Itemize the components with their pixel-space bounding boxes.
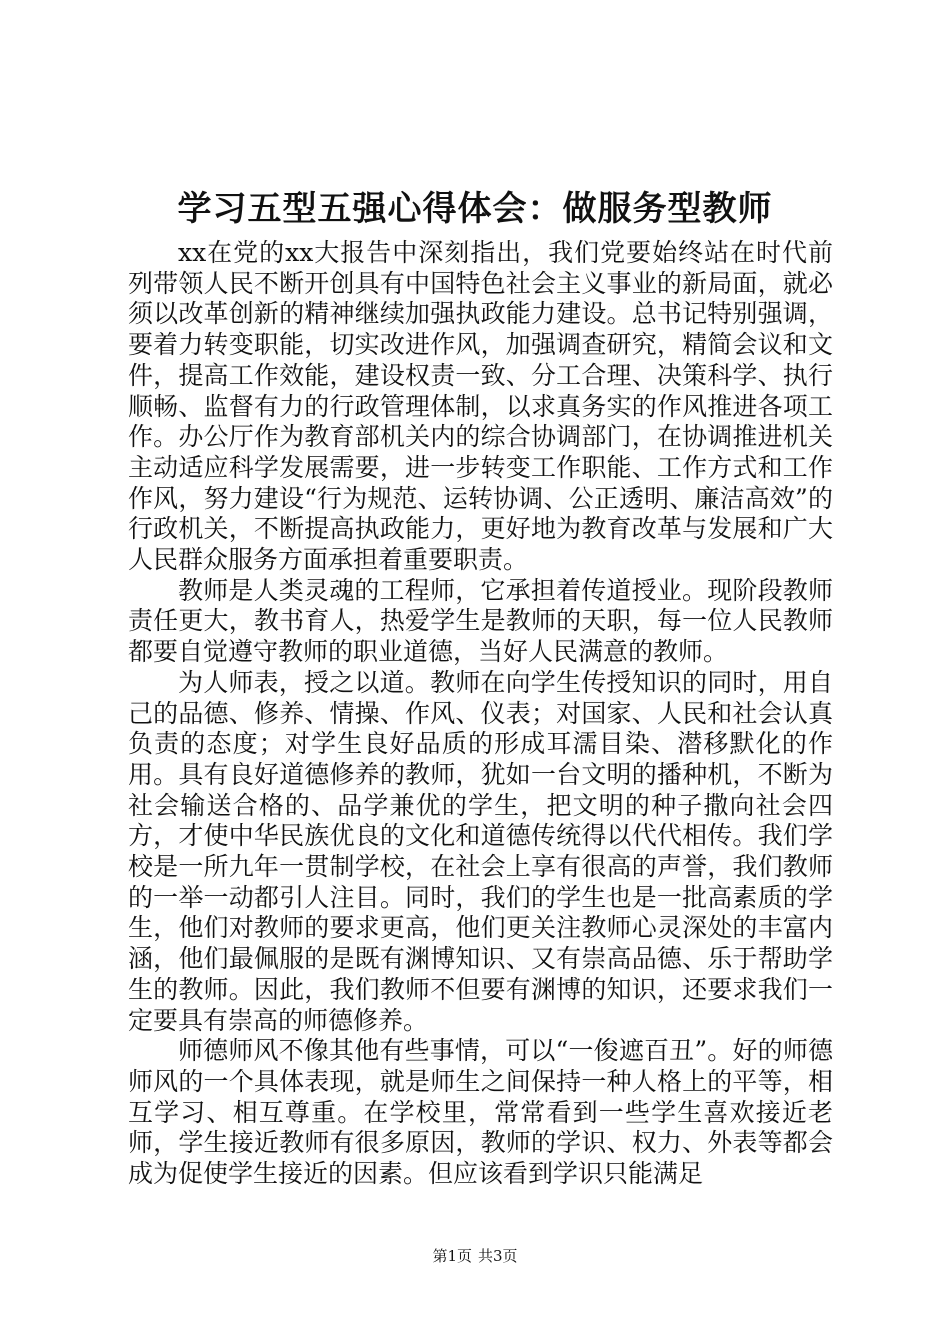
paragraph-4: 师德师风不像其他有些事情，可以“一俊遮百丑”。好的师德师风的一个具体表现，就是师生之间保持一种人格上的平等，相互学习、相互尊重。在学校里，常常看到一些学生喜欢接近老师，学生接近教师有很多原因，教师的学识、权力、外表等都会成为促使学生接近的因素。但应该看到学识只能满足 [128, 1036, 833, 1189]
paragraph-3: 为人师表，授之以道。教师在向学生传授知识的同时，用自己的品德、修养、情操、作风、仪表；对国家、人民和社会认真负责的态度；对学生良好品质的形成耳濡目染、潜移默化的作用。具有良好道德修养的教师，犹如一台文明的播种机，不断为社会输送合格的、品学兼优的学生，把文明的种子撒向社会四方，才使中华民族优良的文化和道德传统得以代代相传。我们学校是一所九年一贯制学校，在社会上享有很高的声誉，我们教师的一举一动都引人注目。同时，我们的学生也是一批高素质的学生，他们对教师的要求更高，他们更关注教师心灵深处的丰富内涵，他们最佩服的是既有渊博知识、又有崇高品德、乐于帮助学生的教师。因此，我们教师不但要有渊博的知识，还要求我们一定要具有崇高的师德修养。 [128, 667, 833, 1035]
paragraph-2: 教师是人类灵魂的工程师，它承担着传道授业。现阶段教师责任更大，教书育人，热爱学生是教师的天职，每一位人民教师都要自觉遵守教师的职业道德，当好人民满意的教师。 [128, 575, 833, 667]
page-number-total: 共3页 [478, 1247, 518, 1265]
document-body [128, 238, 833, 1190]
page-footer [0, 1246, 950, 1266]
page-number-current: 第1页 [432, 1247, 472, 1265]
paragraph-1: xx在党的xx大报告中深刻指出，我们党要始终站在时代前列带领人民不断开创具有中国特色社会主义事业的新局面，就必须以改革创新的精神继续加强执政能力建设。总书记特别强调，要着力转变职能，切实改进作风，加强调查研究，精简会议和文件，提高工作效能，建设权责一致、分工合理、决策科学、执行顺畅、监督有力的行政管理体制，以求真务实的作风推进各项工作。办公厅作为教育部机关内的综合协调部门，在协调推进机关主动适应科学发展需要，进一步转变工作职能、工作方式和工作作风，努力建设“行为规范、运转协调、公正透明、廉洁高效”的行政机关，不断提高执政能力，更好地为教育改革与发展和广大人民群众服务方面承担着重要职责。 [128, 238, 833, 575]
document-title: 学习五型五强心得体会：做服务型教师 [177, 189, 773, 229]
